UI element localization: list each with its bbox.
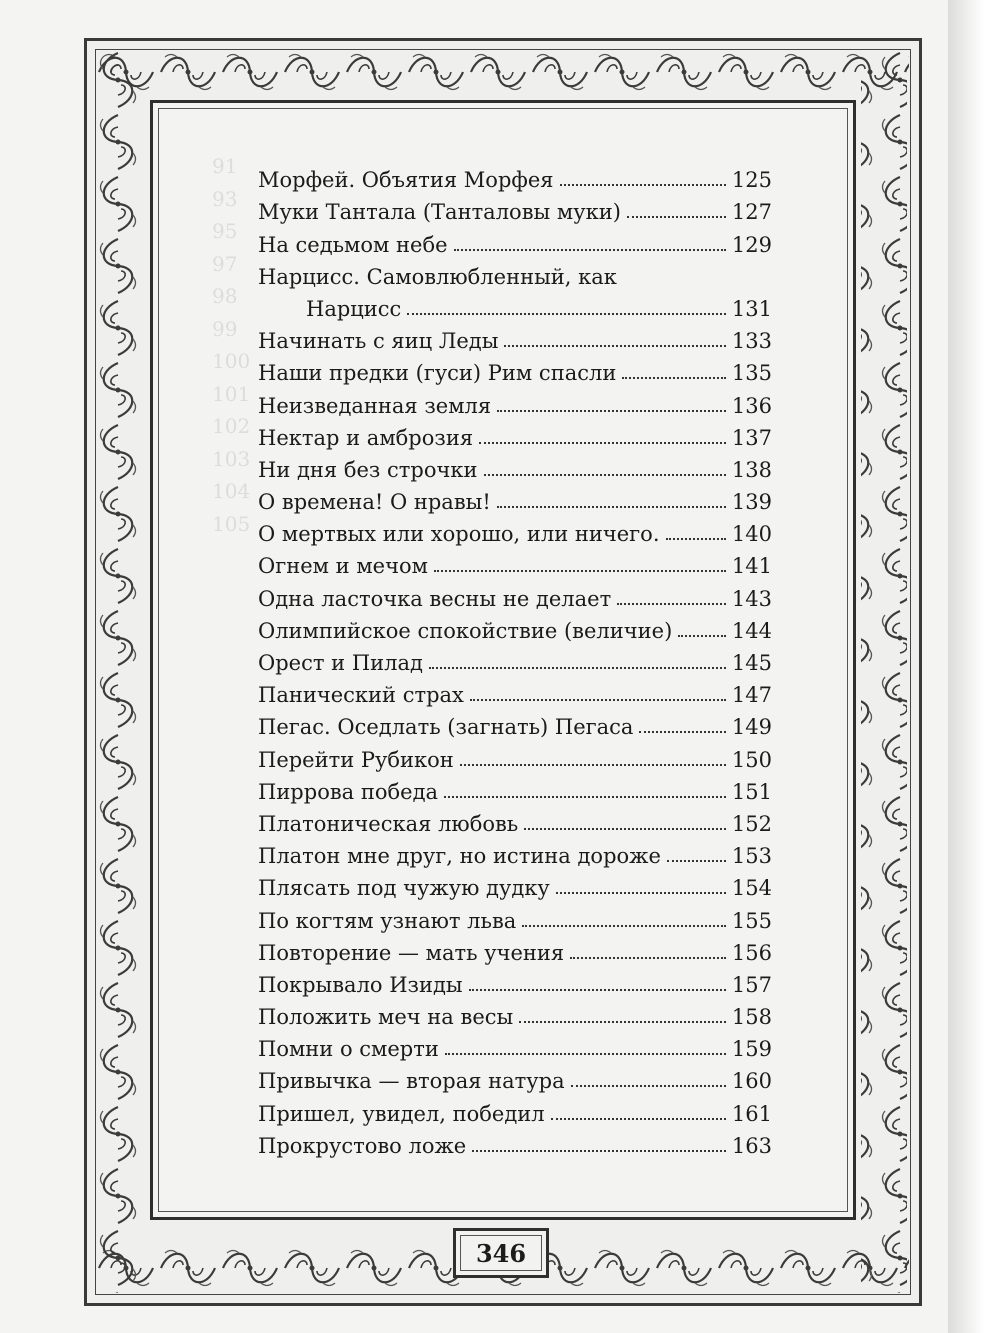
toc-entry-page: 127: [731, 200, 772, 225]
toc-entry-page: 135: [731, 361, 772, 386]
toc-entry: [258, 1029, 772, 1061]
dot-leader: [570, 957, 726, 959]
toc-entry-page: 159: [731, 1037, 772, 1062]
toc-entry-title: Нарцисс: [306, 296, 402, 321]
dot-leader: [454, 249, 726, 251]
toc-entry-title: Нарцисс. Самовлюбленный, как: [258, 264, 617, 289]
toc-entry: [258, 192, 772, 224]
dot-leader: [497, 410, 726, 412]
dot-leader: [678, 635, 726, 637]
toc-entry-title: О времена! О нравы!: [258, 490, 491, 515]
toc-entry-title: Огнем и мечом: [258, 554, 428, 579]
toc-entry-title: Муки Тантала (Танталовы муки): [258, 200, 621, 225]
toc-entry: [258, 739, 772, 771]
toc-entry-page: 150: [731, 747, 772, 772]
dot-leader: [560, 184, 726, 186]
toc-entry-page: 136: [731, 393, 772, 418]
toc-entry: [258, 353, 772, 385]
toc-entry: [258, 1061, 772, 1093]
dot-leader: [460, 764, 726, 766]
dot-leader: [484, 474, 726, 476]
toc-entry-title: Положить меч на весы: [258, 1005, 514, 1030]
dot-leader: [524, 828, 726, 830]
toc-entry-page: 153: [731, 844, 772, 869]
toc-entry: [258, 160, 772, 192]
toc-entry-page: 151: [731, 779, 772, 804]
toc-entry: [258, 933, 772, 965]
toc-entry-page: 152: [731, 811, 772, 836]
toc-entry-title: Одна ласточка весны не делает: [258, 586, 612, 611]
page-edge-shadow: [948, 0, 1000, 1333]
dot-leader: [429, 667, 726, 669]
toc-entry-title: Повторение — мать учения: [258, 940, 565, 965]
toc-entry: [258, 1093, 772, 1125]
toc-entry: [258, 578, 772, 610]
toc-entry: [258, 965, 772, 997]
toc-entry-title: Наши предки (гуси) Рим спасли: [258, 361, 617, 386]
page-number: [453, 1228, 549, 1278]
dot-leader: [497, 506, 726, 508]
toc-entry-title: На седьмом небе: [258, 232, 448, 257]
toc-entry: [258, 514, 772, 546]
toc-entry-page: 131: [731, 296, 772, 321]
dot-leader: [472, 1150, 726, 1152]
dot-leader: [469, 989, 726, 991]
toc-entry-title: Олимпийское спокойствие (величие): [258, 618, 673, 643]
toc-entry-title: Прокрустово ложе: [258, 1133, 467, 1158]
toc-entry-title: Ни дня без строчки: [258, 457, 478, 482]
table-of-contents: [258, 160, 772, 1158]
dot-leader: [444, 796, 726, 798]
toc-entry: [258, 900, 772, 932]
toc-entry-page: 129: [731, 232, 772, 257]
dot-leader: [639, 731, 725, 733]
toc-entry-title: Орест и Пилад: [258, 651, 423, 675]
toc-entry-page: 144: [731, 618, 772, 643]
toc-entry-title: Нектар и амброзия: [258, 425, 474, 450]
toc-entry-title: Неизведанная земля: [258, 393, 492, 418]
toc-entry: [258, 772, 772, 804]
dot-leader: [622, 377, 726, 379]
dot-leader: [571, 1085, 726, 1087]
toc-entry-page: 157: [731, 972, 772, 997]
toc-entry-page: 158: [731, 1005, 772, 1030]
dot-leader: [407, 313, 726, 315]
toc-entry-page: 155: [731, 908, 772, 933]
toc-entry-title: По когтям узнают льва: [258, 908, 517, 933]
toc-entry-title: Морфей. Объятия Морфея: [258, 168, 554, 193]
dot-leader: [504, 345, 725, 347]
toc-entry-page: 161: [731, 1101, 772, 1126]
toc-entry: [258, 482, 772, 514]
toc-entry-page: 145: [731, 651, 772, 675]
toc-entry: [258, 836, 772, 868]
toc-entry-page: 154: [731, 876, 772, 901]
dot-leader: [627, 216, 726, 218]
toc-entry: [258, 868, 772, 900]
dot-leader: [434, 570, 726, 572]
toc-entry-page: 141: [731, 554, 772, 579]
toc-entry-page: 139: [731, 490, 772, 515]
toc-entry: [258, 450, 772, 482]
toc-entry-page: 143: [731, 586, 772, 611]
toc-entry: [258, 418, 772, 450]
toc-entry: [258, 611, 772, 643]
toc-entry-title: Начинать с яиц Леды: [258, 329, 499, 354]
toc-entry: [258, 321, 772, 353]
toc-entry-page: 163: [731, 1133, 772, 1158]
toc-entry-title: Покрывало Изиды: [258, 972, 463, 997]
toc-entry-page: 125: [731, 168, 772, 193]
dot-leader: [666, 538, 726, 540]
toc-entry: [258, 804, 772, 836]
toc-entry: [258, 997, 772, 1029]
toc-entry: [258, 385, 772, 417]
toc-entry-page: 138: [731, 457, 772, 482]
toc-entry: [258, 289, 772, 321]
toc-entry: [258, 707, 772, 739]
dot-leader: [519, 1021, 726, 1023]
dot-leader: [445, 1053, 726, 1055]
toc-entry-title: Перейти Рубикон: [258, 747, 454, 772]
toc-entry-title: Пришел, увидел, победил: [258, 1101, 545, 1126]
toc-entry-title: Пиррова победа: [258, 779, 439, 804]
dot-leader: [667, 860, 726, 862]
toc-entry: [258, 546, 772, 578]
toc-entry-title: Платоническая любовь: [258, 811, 519, 836]
toc-entry: [258, 675, 772, 707]
toc-entry-title: Платон мне друг, но истина дороже: [258, 844, 661, 869]
toc-entry: [258, 643, 772, 675]
toc-entry-title: Плясать под чужую дудку: [258, 876, 550, 901]
dot-leader: [479, 442, 726, 444]
dot-leader: [551, 1118, 726, 1120]
toc-entry-page: 140: [731, 522, 772, 547]
toc-entry: [258, 1126, 772, 1158]
dot-leader: [556, 892, 726, 894]
toc-entry-title: Панический страх: [258, 683, 464, 708]
dot-leader: [522, 925, 726, 927]
toc-entry-page: 156: [731, 940, 772, 965]
toc-entry-page: 137: [731, 425, 772, 450]
toc-entry: [258, 257, 772, 289]
toc-entry-title: О мертвых или хорошо, или ничего.: [258, 522, 660, 547]
page-number-text: 346: [475, 1238, 527, 1268]
toc-entry-page: 149: [731, 715, 772, 740]
toc-entry-page: 160: [731, 1069, 772, 1094]
toc-entry-title: Привычка — вторая натура: [258, 1069, 565, 1094]
toc-entry-page: 147: [731, 683, 772, 708]
toc-entry: [258, 224, 772, 256]
dot-leader: [617, 603, 726, 605]
toc-entry-page: 133: [731, 329, 772, 354]
dot-leader: [470, 699, 726, 701]
toc-entry-title: Пегас. Оседлать (загнать) Пегаса: [258, 715, 634, 740]
toc-entry-title: Помни о смерти: [258, 1037, 439, 1062]
